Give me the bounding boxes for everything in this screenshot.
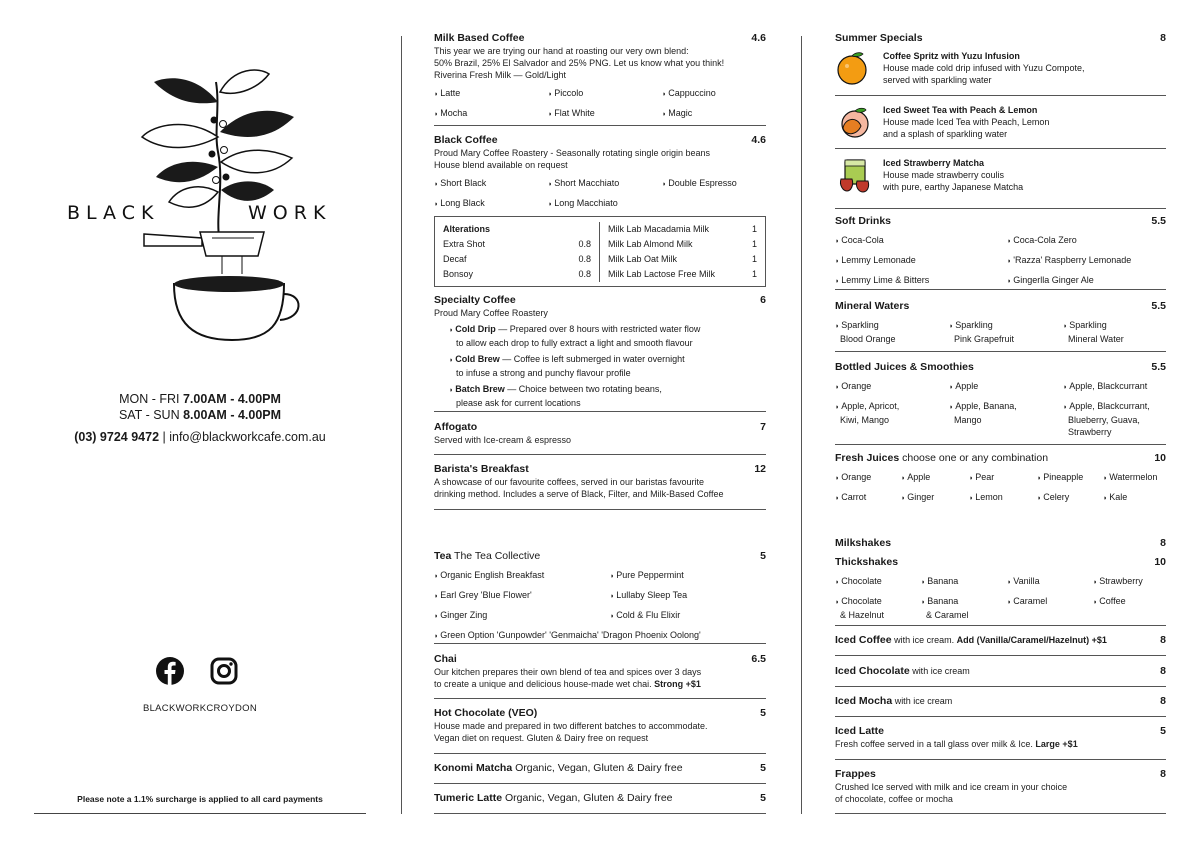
brand-name-left: BLACK (67, 202, 160, 224)
alteration-row: Decaf 0.8 (443, 254, 591, 264)
iced-mocha-section: Iced Mocha with ice cream 8 (835, 695, 1166, 717)
section-title: Barista's Breakfast (434, 463, 529, 475)
alteration-row: Milk Lab Oat Milk 1 (608, 254, 757, 264)
menu-item: ◗ Cold & Flu Elixir (610, 609, 766, 623)
section-title: Fresh Juices (835, 452, 900, 464)
column-divider (401, 36, 402, 814)
menu-item: ◗ Banana (921, 575, 1007, 589)
section-price: 5 (1160, 725, 1166, 737)
affogato-section: Affogato 7 Served with Ice-cream & espresso (434, 421, 766, 455)
section-title: Thickshakes (835, 556, 899, 568)
special-item: Iced Strawberry Matcha House made strawberry coulis with pure, earthy Japanese Matcha (835, 157, 1166, 203)
milkshakes-section (835, 537, 1166, 550)
section-price: 6 (760, 294, 766, 306)
milk-coffee-section: Milk Based Coffee 4.6 This year we are trying our hand at roasting our very own blend: 50% Brazil, 25% El Salvador and 25% PNG. Let us know what you think! Riverina Fresh Milk — Gold/Light ◗ Latte ◗ Piccolo ◗ Cappuccino ◗ Mocha ◗ Flat White ◗ Magic (434, 32, 766, 126)
menu-item: ◗ Apple, Blackcurrant, Blueberry, Guava, Strawberry (1063, 400, 1166, 438)
alterations-box (434, 216, 766, 287)
fresh-juices-section: Fresh Juices choose one or any combination 10 ◗ Orange ◗ Apple ◗ Pear ◗ Pineapple ◗ Watermelon ◗ Carrot ◗ Ginger ◗ Lemon ◗ Celery ◗ Kale (835, 452, 1166, 505)
section-price: 4.6 (751, 134, 766, 146)
section-price: 10 (1154, 452, 1166, 464)
bottled-juices-section (835, 361, 1166, 445)
menu-item: ◗ Apple (949, 380, 1063, 394)
menu-item: ◗ Short Black (434, 177, 548, 191)
section-title: Iced Latte (835, 725, 885, 737)
iced-chocolate-section: Iced Chocolate with ice cream 8 (835, 665, 1166, 687)
summer-specials-section (835, 32, 1166, 45)
menu-item: ◗ Celery (1037, 491, 1103, 505)
menu-item: ◗ Coca-Cola Zero (1007, 234, 1166, 248)
instagram-icon[interactable] (210, 657, 238, 685)
menu-item: ◗ Carrot (835, 491, 901, 505)
strawberry-matcha-icon (835, 157, 875, 193)
menu-item: ◗ Mocha (434, 107, 548, 121)
section-price: 7 (760, 421, 766, 433)
menu-item: ◗ Coca-Cola (835, 234, 1007, 248)
alteration-row: Milk Lab Almond Milk 1 (608, 239, 757, 249)
section-price: 5.5 (1151, 300, 1166, 312)
contact-info: (03) 9724 9472 | info@blackworkcafe.com.au (74, 430, 326, 444)
menu-item: ◗ Magic (662, 107, 766, 121)
tumeric-latte-section: Tumeric Latte Organic, Vegan, Gluten & Dairy free 5 (434, 792, 766, 814)
section-price: 8 (1160, 665, 1166, 677)
iced-latte-section: Iced Latte 5 Fresh coffee served in a tall glass over milk & Ice. Large +$1 (835, 725, 1166, 760)
section-title: Soft Drinks (835, 215, 892, 227)
social-handle: BLACKWORKCROYDON (142, 703, 258, 714)
alteration-row: Milk Lab Lactose Free Milk 1 (608, 269, 757, 279)
special-item: Coffee Spritz with Yuzu Infusion House made cold drip infused with Yuzu Compote, served with sparkling water (835, 50, 1166, 96)
menu-item: ◗ Orange (835, 471, 901, 485)
menu-item: ◗ Pure Peppermint (610, 569, 766, 583)
menu-item: ◗ Flat White (548, 107, 662, 121)
menu-item: ◗ Lemmy Lemonade (835, 254, 1007, 268)
section-price: 5 (760, 707, 766, 719)
column-divider (801, 36, 802, 814)
section-price: 5 (760, 550, 766, 562)
menu-item: ◗ Kale (1103, 491, 1166, 505)
section-title: Mineral Waters (835, 300, 910, 312)
section-title: Black Coffee (434, 134, 498, 146)
menu-item: ◗ Apple, Banana, Mango (949, 400, 1063, 438)
specialty-coffee-section: Specialty Coffee 6 Proud Mary Coffee Roastery ◗ Cold Drip — Prepared over 8 hours with restricted water flow to allow each drop to fully extract a light and smooth flavour ◗ Cold Brew — Coffee is left submerged in water overnight to infuse a strong and punchy flavour profile ◗ Batch Brew — Choice between two rotating beans, please ask for current locations (434, 294, 766, 412)
menu-item: ◗ Banana & Caramel (921, 595, 1007, 621)
opening-hours: MON - FRI 7.00AM - 4.00PM SAT - SUN 8.00AM - 4.00PM (118, 392, 282, 422)
menu-item: ◗ Short Macchiato (548, 177, 662, 191)
section-title: Konomi Matcha (434, 762, 513, 774)
section-price: 5.5 (1151, 361, 1166, 373)
mineral-waters-section (835, 300, 1166, 352)
menu-item: ◗ Chocolate (835, 575, 921, 589)
section-title: Iced Chocolate (835, 665, 910, 677)
facebook-icon[interactable] (156, 657, 184, 685)
menu-item: ◗ Lemon (969, 491, 1037, 505)
menu-item: ◗ Sparkling Pink Grapefruit (949, 319, 1063, 345)
tea-section: Tea The Tea Collective 5 ◗ Organic English Breakfast ◗ Pure Peppermint ◗ Earl Grey 'Blue Flower' ◗ Lullaby Sleep Tea ◗ Ginger Zing ◗ Cold & Flu Elixir ◗ Green Option 'Gunpowder' 'Genmaicha' 'Dragon Phoenix Oolong' (434, 550, 766, 644)
section-title: Tumeric Latte (434, 792, 503, 804)
menu-item: ◗ Latte (434, 87, 548, 101)
section-title: Bottled Juices & Smoothies (835, 361, 974, 373)
section-price: 12 (754, 463, 766, 475)
section-title: Milkshakes (835, 537, 892, 549)
section-title: Summer Specials (835, 32, 923, 44)
menu-item: ◗ Earl Grey 'Blue Flower' (434, 589, 610, 603)
menu-item: ◗ Caramel (1007, 595, 1093, 621)
section-price: 10 (1154, 556, 1166, 568)
menu-item: ◗ Orange (835, 380, 949, 394)
section-title: Affogato (434, 421, 478, 433)
section-price: 4.6 (751, 32, 766, 44)
alterations-title: Alterations (443, 224, 491, 234)
section-price: 5 (760, 792, 766, 804)
section-price: 5.5 (1151, 215, 1166, 227)
section-title: Milk Based Coffee (434, 32, 525, 44)
menu-item: ◗ Pear (969, 471, 1037, 485)
menu-item: ◗ Ginger Zing (434, 609, 610, 623)
alteration-row: Milk Lab Macadamia Milk 1 (608, 224, 757, 234)
menu-item: ◗ Coffee (1093, 595, 1166, 621)
menu-item: ◗ Apple (901, 471, 969, 485)
menu-item: ◗ 'Razza' Raspberry Lemonade (1007, 254, 1166, 268)
section-title: Frappes (835, 768, 876, 780)
section-price: 8 (1160, 634, 1166, 646)
menu-item: ◗ Sparkling Mineral Water (1063, 319, 1166, 345)
menu-item: ◗ Ginger (901, 491, 969, 505)
menu-item: ◗ Apple, Apricot, Kiwi, Mango (835, 400, 949, 438)
menu-item: ◗ Vanilla (1007, 575, 1093, 589)
thickshakes-section (835, 556, 1166, 626)
special-item: Iced Sweet Tea with Peach & Lemon House made Iced Tea with Peach, Lemon and a splash of sparkling water (835, 104, 1166, 149)
menu-item: ◗ Cappuccino (662, 87, 766, 101)
matcha-section: Konomi Matcha Organic, Vegan, Gluten & Dairy free 5 (434, 762, 766, 784)
section-price: 8 (1160, 32, 1166, 44)
social-icons (156, 657, 238, 685)
alteration-row: Extra Shot 0.8 (443, 239, 591, 249)
phone-number: (03) 9724 9472 (74, 430, 160, 444)
menu-item: ◗ Watermelon (1103, 471, 1166, 485)
menu-item: ◗ Gingerlla Ginger Ale (1007, 274, 1166, 288)
menu-item: ◗ Chocolate & Hazelnut (835, 595, 921, 621)
brand-name-right: WORK (248, 202, 332, 224)
menu-item: ◗ Long Macchiato (548, 197, 662, 211)
menu-item: ◗ Lullaby Sleep Tea (610, 589, 766, 603)
menu-item: ◗ Piccolo (548, 87, 662, 101)
menu-item: ◗ Double Espresso (662, 177, 766, 191)
section-price: 6.5 (751, 653, 766, 665)
specialty-item: ◗ Batch Brew — Choice between two rotating beans, please ask for current locations (444, 383, 766, 409)
soft-drinks-section (835, 208, 1166, 290)
section-title: Chai (434, 653, 457, 665)
menu-item: ◗ Organic English Breakfast (434, 569, 610, 583)
section-title: Iced Coffee (835, 634, 892, 646)
chai-section: Chai 6.5 Our kitchen prepares their own blend of tea and spices over 3 days to create a unique and delicious house-made wet chai. Strong +$1 (434, 653, 766, 699)
specialty-item: ◗ Cold Drip — Prepared over 8 hours with restricted water flow to allow each drop to fully extract a light and smooth flavour (444, 323, 766, 349)
menu-item: ◗ Green Option 'Gunpowder' 'Genmaicha' 'Dragon Phoenix Oolong' (434, 629, 766, 643)
iced-coffee-section: Iced Coffee with ice cream. Add (Vanilla/Caramel/Hazelnut) +$1 8 (835, 634, 1166, 656)
frappes-section: Frappes 8 Crushed Ice served with milk and ice cream in your choice of chocolate, coffee or mocha (835, 768, 1166, 814)
menu-item: ◗ Lemmy Lime & Bitters (835, 274, 1007, 288)
section-price: 8 (1160, 768, 1166, 780)
section-price: 8 (1160, 537, 1166, 549)
yuzu-icon (835, 50, 871, 86)
hot-chocolate-section: Hot Chocolate (VEO) 5 House made and prepared in two different batches to accommodate. Vegan diet on request. Gluten & Dairy free on request (434, 707, 766, 754)
peach-icon (835, 104, 875, 140)
section-title: Specialty Coffee (434, 294, 516, 306)
section-price: 5 (760, 762, 766, 774)
menu-item: ◗ Long Black (434, 197, 548, 211)
menu-item: ◗ Sparkling Blood Orange (835, 319, 949, 345)
surcharge-note: Please note a 1.1% surcharge is applied to all card payments (77, 794, 323, 804)
alteration-row: Bonsoy 0.8 (443, 269, 591, 279)
baristas-breakfast-section: Barista's Breakfast 12 A showcase of our favourite coffees, served in our baristas favourite drinking method. Includes a serve of Black, Filter, and Milk-Based Coffee (434, 463, 766, 510)
menu-item: ◗ Strawberry (1093, 575, 1166, 589)
menu-item: ◗ Apple, Blackcurrant (1063, 380, 1166, 394)
section-title: Iced Mocha (835, 695, 893, 707)
section-title: Hot Chocolate (VEO) (434, 707, 538, 719)
black-coffee-section: Black Coffee 4.6 Proud Mary Coffee Roastery - Seasonally rotating single origin beans House blend available on request ◗ Short Black ◗ Short Macchiato ◗ Double Espresso ◗ Long Black ◗ Long Macchiato (434, 134, 766, 211)
menu-item: ◗ Pineapple (1037, 471, 1103, 485)
section-price: 8 (1160, 695, 1166, 707)
specialty-item: ◗ Cold Brew — Coffee is left submerged in water overnight to infuse a strong and punchy flavour profile (444, 353, 766, 379)
email-link[interactable]: info@blackworkcafe.com.au (169, 430, 326, 444)
section-title: Tea (434, 550, 452, 562)
brand-panel (34, 0, 366, 814)
